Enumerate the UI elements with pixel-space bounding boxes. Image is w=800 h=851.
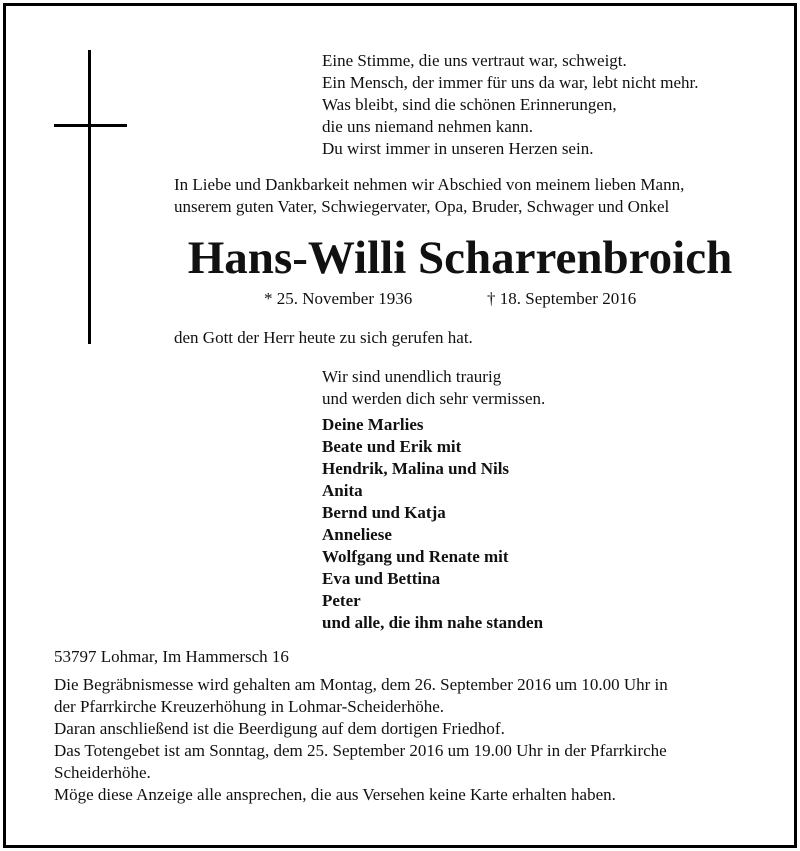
mourner-entry: Wolfgang und Renate mit (322, 547, 509, 566)
service-line: Die Begräbnismesse wird gehalten am Montag, dem 26. September 2016 um 10.00 Uhr in (54, 675, 668, 694)
service-line: Daran anschließend ist die Beerdigung auf dem dortigen Friedhof. (54, 719, 505, 738)
mourner-entry: Deine Marlies (322, 415, 424, 434)
mourner-entry: Peter (322, 591, 361, 610)
mourners-list (322, 414, 543, 634)
poem-line: Eine Stimme, die uns vertraut war, schweigt. (322, 51, 627, 70)
death-date: † 18. September 2016 (487, 289, 637, 308)
poem-line: Was bleibt, sind die schönen Erinnerungen, (322, 95, 617, 114)
service-line: der Pfarrkirche Kreuzerhöhung in Lohmar-Scheiderhöhe. (54, 697, 445, 716)
cross-vertical-bar (88, 50, 91, 344)
called-home-text: den Gott der Herr heute zu sich gerufen hat. (174, 328, 473, 347)
address: 53797 Lohmar, Im Hammersch 16 (54, 647, 289, 666)
mourning-line: und werden dich sehr vermissen. (322, 389, 546, 408)
service-details (54, 674, 668, 806)
birth-date: * 25. November 1936 (264, 289, 413, 308)
deceased-name: Hans-Willi Scharrenbroich (187, 232, 733, 284)
mourner-entry: Eva und Bettina (322, 569, 441, 588)
mourner-entry: Hendrik, Malina und Nils (322, 459, 510, 478)
intro-text (174, 174, 684, 218)
mourner-entry: Anneliese (322, 525, 392, 544)
mourner-entry: Bernd und Katja (322, 503, 446, 522)
intro-line: unserem guten Vater, Schwiegervater, Opa, Bruder, Schwager und Onkel (174, 197, 670, 216)
service-line: Scheiderhöhe. (54, 763, 151, 782)
poem-line: Du wirst immer in unseren Herzen sein. (322, 139, 594, 158)
poem-line: die uns niemand nehmen kann. (322, 117, 534, 136)
service-line: Das Totengebet ist am Sonntag, dem 25. September 2016 um 19.00 Uhr in der Pfarrkirche (54, 741, 667, 760)
cross-horizontal-bar (54, 124, 127, 127)
mourning-line: Wir sind unendlich traurig (322, 367, 502, 386)
mourner-entry: Beate und Erik mit (322, 437, 462, 456)
mourning-text (322, 366, 545, 410)
poem (322, 50, 699, 160)
mourner-entry: und alle, die ihm nahe standen (322, 613, 544, 632)
service-line: Möge diese Anzeige alle ansprechen, die aus Versehen keine Karte erhalten haben. (54, 785, 616, 804)
poem-line: Ein Mensch, der immer für uns da war, lebt nicht mehr. (322, 73, 699, 92)
intro-line: In Liebe und Dankbarkeit nehmen wir Abschied von meinem lieben Mann, (174, 175, 685, 194)
mourner-entry: Anita (322, 481, 363, 500)
